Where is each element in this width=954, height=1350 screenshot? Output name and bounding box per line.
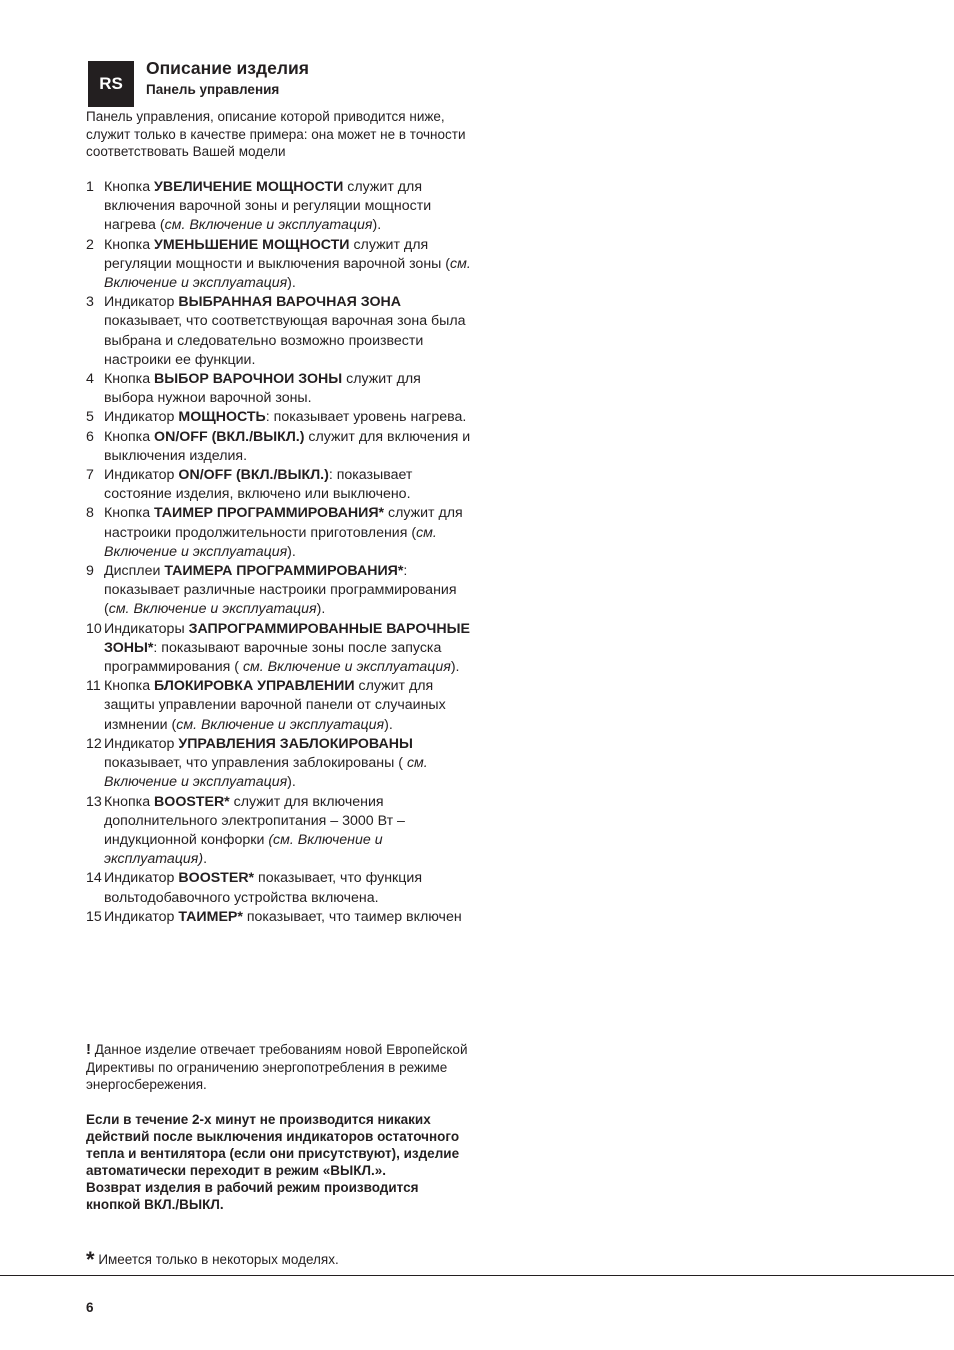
item-text-d: см. Включение и эксплуатация: [104, 255, 471, 292]
resume-text: Возврат изделия в рабочий режим производится кнопкой ВКЛ./ВЫКЛ.: [86, 1180, 419, 1212]
item-text-e: ).: [287, 543, 296, 560]
item-text-b: УПРАВЛЕНИЯ ЗАБЛОКИРОВАНЫ: [178, 735, 413, 752]
intro-paragraph: Панель управления, описание которой приводится ниже, служит только в качестве примера: она может не в точности соответствовать Вашей модели: [86, 109, 466, 159]
item-text-b: BOOSTER*: [154, 793, 230, 810]
item-number: 8: [86, 505, 94, 522]
item-text-c: служит для регуляции мощности и выключения варочной зоны (: [104, 236, 451, 272]
list-item: [86, 869, 471, 907]
list-item: [86, 793, 471, 870]
item-text-c: показывает, что соответствующая варочная зона была выбрана и следовательно возможно произвести настроики ее функции.: [104, 313, 466, 368]
list-item: [86, 428, 471, 466]
footnote-text: Имеется только в некоторых моделях.: [94, 1252, 339, 1267]
item-text-b: ВЫБРАННАЯ ВАРОЧНАЯ ЗОНА: [178, 294, 401, 311]
item-text-b: УМЕНЬШЕНИЕ МОЩНОСТИ: [154, 236, 350, 253]
exclamation-icon: !: [86, 1041, 91, 1058]
item-text-b: ON/OFF (ВКЛ./ВЫКЛ.): [154, 428, 305, 445]
item-text-a: Индикатор: [104, 294, 179, 311]
item-text-d: см. Включение и эксплуатация: [164, 217, 373, 234]
item-text-a: Индикатор: [104, 870, 179, 887]
item-text-a: Кнопка: [104, 371, 155, 388]
item-number: 6: [86, 428, 94, 445]
item-text-a: Индикатор: [104, 908, 179, 925]
item-number: 12: [86, 735, 102, 752]
item-text-e: ).: [316, 601, 326, 618]
item-text-a: Индикатор: [104, 735, 179, 752]
control-panel-list: [86, 178, 471, 927]
item-text-d: см. Включение и эксплуатация: [108, 601, 317, 618]
item-text-a: Кнопка: [104, 428, 155, 445]
language-badge: RS: [88, 61, 134, 107]
page-title: Описание изделия: [146, 58, 309, 78]
item-number: 4: [86, 371, 94, 388]
list-item: [86, 677, 471, 735]
item-text-b: УВЕЛИЧЕНИЕ МОЩНОСТИ: [154, 179, 344, 195]
item-text-c: служит для настроики продолжительности приготовления (: [104, 505, 463, 541]
item-number: 9: [86, 563, 94, 580]
item-text-e: ).: [384, 716, 393, 733]
item-text-a: Дисплеи: [104, 563, 165, 580]
item-text-d: см. Включение и эксплуатация: [242, 659, 451, 676]
note-text: Данное изделие отвечает требованиям новой Европейской Директивы по ограничению энергопотребления в режиме энергосбережения.: [86, 1042, 468, 1092]
item-text-d: (см. Включение и эксплуатация): [104, 831, 383, 868]
list-item: [86, 178, 471, 236]
item-text-b: ТАИМЕРА ПРОГРАММИРОВАНИЯ*: [164, 563, 404, 580]
item-text-d: см. Включение и эксплуатация: [176, 716, 385, 733]
item-text-e: ).: [450, 659, 460, 676]
item-number: 7: [86, 467, 94, 484]
item-number: 1: [86, 179, 94, 195]
item-text-a: Индикатор: [104, 409, 179, 426]
item-text-c: служит для включения и выключения изделия.: [104, 428, 471, 464]
item-number: 14: [86, 870, 102, 887]
list-item: [86, 620, 471, 678]
energy-note: [86, 1041, 471, 1094]
item-text-d: см. Включение и эксплуатация: [104, 755, 428, 791]
section-subtitle: Панель управления: [146, 82, 280, 97]
item-text-b: БЛОКИРОВКА УПРАВЛЕНИИ: [154, 678, 355, 695]
item-number: 11: [86, 678, 101, 695]
item-text-c: : показывает различные настроики программирования (: [104, 563, 457, 618]
item-number: 15: [86, 908, 102, 925]
item-text-e: ).: [372, 217, 382, 234]
item-text-a: Индикатор: [104, 467, 179, 484]
item-text-c: показывает, что таимер включен: [242, 908, 462, 925]
item-text-c: служит для выбора нужнои варочной зоны.: [104, 371, 421, 407]
list-item: [86, 236, 471, 294]
item-text-c: служит для включения варочной зоны и регуляции мощности нагрева (: [104, 179, 432, 234]
item-text-e: ).: [287, 774, 296, 791]
item-text-b: ЗАПРОГРАММИРОВАННЫЕ ВАРОЧНЫЕ ЗОНЫ*: [104, 620, 470, 656]
footnote: [86, 1247, 339, 1273]
item-text-a: Кнопка: [104, 793, 155, 810]
item-text-a: Индикаторы: [104, 620, 189, 637]
item-number: 3: [86, 294, 94, 311]
item-text-e: .: [203, 851, 208, 868]
standby-paragraph: [86, 1111, 471, 1213]
list-item: [86, 735, 471, 793]
list-item: [86, 293, 471, 370]
item-text-c: показывает, что управления заблокированы (: [104, 755, 407, 772]
item-text-a: Кнопка: [104, 179, 155, 195]
item-text-c: : показывает состояние изделия, включено или выключено.: [104, 467, 413, 503]
item-text-e: ).: [287, 275, 296, 292]
list-item: [86, 466, 471, 504]
item-text-b: ТАИМЕР ПРОГРАММИРОВАНИЯ*: [154, 505, 385, 522]
item-text-c: : показывает уровень нагрева.: [265, 409, 467, 426]
item-number: 5: [86, 409, 94, 426]
item-number: 2: [86, 236, 94, 253]
item-text-c: показывает, что функция вольтодобавочного устройства включена.: [104, 870, 423, 906]
item-number: 10: [86, 620, 102, 637]
item-text-c: служит для защиты управлении варочной панели от случаиных измнении (: [104, 678, 446, 733]
list-item: [86, 562, 471, 620]
item-text-b: ВЫБОР ВАРОЧНОИ ЗОНЫ: [154, 371, 343, 388]
list-item: [86, 370, 471, 408]
item-text-b: ТАИМЕР*: [178, 908, 243, 925]
item-text-b: МОЩНОСТЬ: [178, 409, 266, 426]
item-text-b: ON/OFF (ВКЛ./ВЫКЛ.): [178, 467, 329, 484]
list-item: [86, 908, 471, 927]
list-item: [86, 504, 471, 562]
item-text-d: см. Включение и эксплуатация: [104, 524, 437, 560]
item-text-a: Кнопка: [104, 505, 155, 522]
item-text-b: BOOSTER*: [178, 870, 255, 887]
item-text-c: : показывают варочные зоны после запуска программирования (: [104, 639, 442, 676]
item-number: 13: [86, 793, 102, 810]
footer-divider: [0, 1275, 954, 1276]
page-number: 6: [86, 1300, 94, 1315]
item-text-c: служит для включения дополнительного электропитания – 3000 Вт – индукционной конфорки: [104, 793, 405, 848]
asterisk-icon: *: [86, 1247, 95, 1272]
list-item: [86, 408, 471, 427]
item-text-a: Кнопка: [104, 236, 155, 253]
standby-text: Если в течение 2-х минут не производится никаких действий после выключения индикаторов остаточного тепла и вентилятора (если они присутствуют), изделие автоматически переходит в режим «ВЫКЛ.».: [86, 1112, 460, 1178]
item-text-a: Кнопка: [104, 678, 155, 695]
